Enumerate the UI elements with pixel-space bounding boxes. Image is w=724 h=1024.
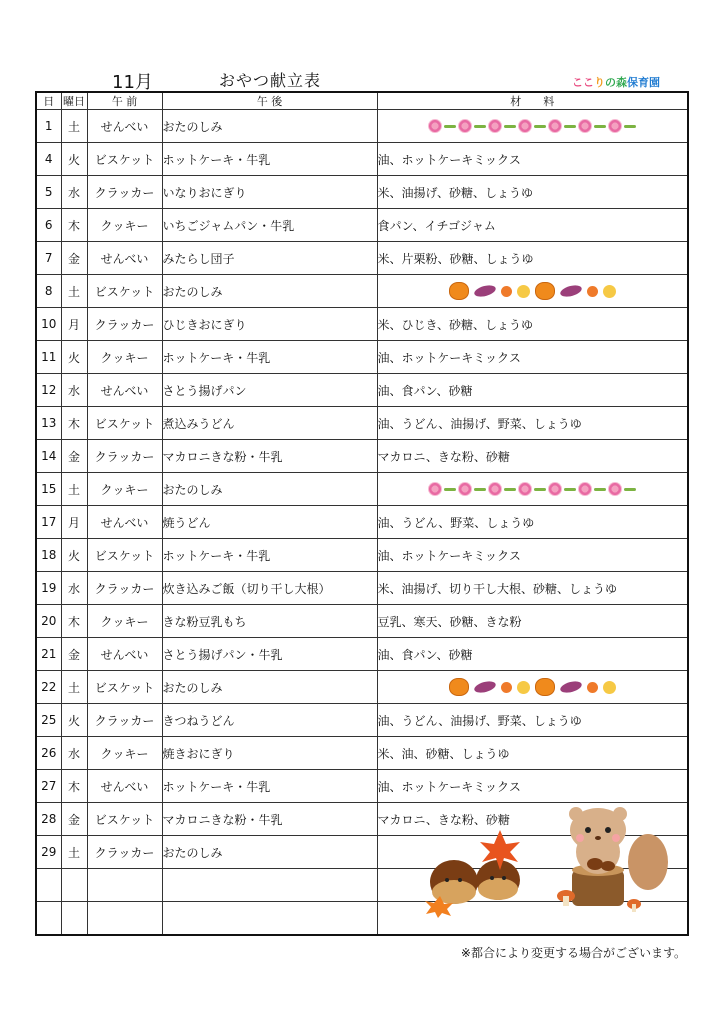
ingredients-cell: 米、油揚げ、砂糖、しょうゆ: [377, 176, 688, 209]
morning-snack-cell: クッキー: [87, 473, 162, 506]
morning-snack-cell: せんべい: [87, 110, 162, 143]
persimmon-icon: [587, 286, 598, 297]
ingredients-cell: 米、ひじき、砂糖、しょうゆ: [377, 308, 688, 341]
table-row: [36, 506, 688, 539]
afternoon-snack-cell: きな粉豆乳もち: [162, 605, 377, 638]
ingredients-cell: 食パン、イチゴジャム: [377, 209, 688, 242]
ingredients-cell: 米、油、砂糖、しょうゆ: [377, 737, 688, 770]
notice-text: ※都合により変更する場合がございます。: [460, 946, 686, 960]
logo-part-3: の森: [605, 76, 627, 89]
weekday-cell: 土: [61, 275, 87, 308]
ingredients-cell: 米、油揚げ、切り干し大根、砂糖、しょうゆ: [377, 572, 688, 605]
table-row: [36, 539, 688, 572]
table-row: [36, 572, 688, 605]
morning-snack-cell: クラッカー: [87, 572, 162, 605]
weekday-cell: 水: [61, 572, 87, 605]
morning-snack-cell: クラッカー: [87, 176, 162, 209]
morning-snack-cell: クラッカー: [87, 440, 162, 473]
day-cell: 19: [36, 572, 61, 605]
flower-decoration-cell: [377, 110, 688, 143]
table-row: [36, 605, 688, 638]
weekday-cell: 金: [61, 242, 87, 275]
flower-icon: [578, 482, 592, 496]
morning-snack-cell: クッキー: [87, 737, 162, 770]
day-cell: 4: [36, 143, 61, 176]
weekday-cell: 土: [61, 836, 87, 869]
table-row: [36, 374, 688, 407]
fruit-decoration-cell: [377, 275, 688, 308]
day-cell: 20: [36, 605, 61, 638]
day-cell: [36, 869, 61, 902]
afternoon-snack-cell: ひじきおにぎり: [162, 308, 377, 341]
morning-snack-cell: ビスケット: [87, 407, 162, 440]
table-header-row: [36, 92, 688, 110]
table-row: [36, 308, 688, 341]
afternoon-snack-cell: いちごジャムパン・牛乳: [162, 209, 377, 242]
morning-snack-cell: せんべい: [87, 374, 162, 407]
ingredients-cell: 豆乳、寒天、砂糖、きな粉: [377, 605, 688, 638]
afternoon-snack-cell: ホットケーキ・牛乳: [162, 341, 377, 374]
day-cell: 26: [36, 737, 61, 770]
weekday-cell: 土: [61, 110, 87, 143]
afternoon-snack-cell: みたらし団子: [162, 242, 377, 275]
flower-decoration-cell: [377, 473, 688, 506]
flower-icon: [608, 482, 622, 496]
ingredients-cell: マカロニ、きな粉、砂糖: [377, 440, 688, 473]
day-cell: 7: [36, 242, 61, 275]
apple-icon: [603, 681, 616, 694]
weekday-cell: 水: [61, 737, 87, 770]
morning-snack-cell: ビスケット: [87, 275, 162, 308]
flower-icon: [548, 119, 562, 133]
afternoon-snack-cell: おたのしみ: [162, 473, 377, 506]
morning-snack-cell: クラッカー: [87, 704, 162, 737]
day-cell: [36, 902, 61, 936]
table-row: [36, 341, 688, 374]
afternoon-snack-cell: いなりおにぎり: [162, 176, 377, 209]
page-title: おやつ献立表: [219, 71, 322, 90]
logo-part-2: り: [594, 76, 605, 89]
leaf-icon: [444, 125, 456, 128]
weekday-cell: [61, 902, 87, 936]
afternoon-snack-cell: おたのしみ: [162, 671, 377, 704]
autumn-illustration: [420, 800, 676, 918]
afternoon-snack-cell: 炊き込みご飯（切り干し大根）: [162, 572, 377, 605]
afternoon-snack-cell: ホットケーキ・牛乳: [162, 143, 377, 176]
weekday-cell: 金: [61, 440, 87, 473]
leaf-icon: [474, 488, 486, 491]
col-header-pm: 午 後: [162, 92, 377, 110]
morning-snack-cell: クッキー: [87, 209, 162, 242]
fruit-decoration-cell: [377, 671, 688, 704]
table-row: [36, 737, 688, 770]
col-header-ingredients: 材 料: [377, 92, 688, 110]
chestnut-icon: [430, 860, 478, 904]
nursery-logo: [572, 74, 660, 90]
table-row: [36, 407, 688, 440]
apple-icon: [603, 285, 616, 298]
leaf-icon: [594, 488, 606, 491]
sweet-potato-icon: [473, 679, 497, 694]
weekday-cell: [61, 869, 87, 902]
flower-icon: [458, 119, 472, 133]
morning-snack-cell: せんべい: [87, 638, 162, 671]
day-cell: 28: [36, 803, 61, 836]
day-cell: 17: [36, 506, 61, 539]
col-header-am: 午 前: [87, 92, 162, 110]
col-header-day: 日: [36, 92, 61, 110]
weekday-cell: 火: [61, 539, 87, 572]
ingredients-cell: 油、食パン、砂糖: [377, 638, 688, 671]
month-label: 11月: [112, 72, 153, 93]
day-cell: 11: [36, 341, 61, 374]
autumn-fruit-row-icon: [378, 275, 688, 307]
weekday-cell: 木: [61, 605, 87, 638]
morning-snack-cell: ビスケット: [87, 803, 162, 836]
pumpkin-icon: [449, 282, 469, 300]
morning-snack-cell: せんべい: [87, 506, 162, 539]
sweet-potato-icon: [559, 679, 583, 694]
morning-snack-cell: せんべい: [87, 770, 162, 803]
flower-icon: [608, 119, 622, 133]
leaf-icon: [474, 125, 486, 128]
afternoon-snack-cell: 焼うどん: [162, 506, 377, 539]
leaf-icon: [594, 125, 606, 128]
pumpkin-icon: [535, 282, 555, 300]
ingredients-cell: 油、うどん、油揚げ、野菜、しょうゆ: [377, 704, 688, 737]
pumpkin-icon: [535, 678, 555, 696]
flower-garland-icon: [378, 473, 688, 505]
morning-snack-cell: クラッカー: [87, 308, 162, 341]
sweet-potato-icon: [559, 283, 583, 298]
flower-icon: [428, 482, 442, 496]
weekday-cell: 水: [61, 374, 87, 407]
pumpkin-icon: [449, 678, 469, 696]
day-cell: 27: [36, 770, 61, 803]
weekday-cell: 木: [61, 770, 87, 803]
afternoon-snack-cell: ホットケーキ・牛乳: [162, 539, 377, 572]
table-row: [36, 704, 688, 737]
leaf-icon: [534, 488, 546, 491]
title-row: [36, 66, 688, 92]
day-cell: 18: [36, 539, 61, 572]
morning-snack-cell: ビスケット: [87, 143, 162, 176]
weekday-cell: 土: [61, 671, 87, 704]
table-row: [36, 110, 688, 143]
flower-icon: [518, 119, 532, 133]
leaf-icon: [444, 488, 456, 491]
afternoon-snack-cell: おたのしみ: [162, 110, 377, 143]
chestnut-icon: [476, 860, 520, 900]
leaf-icon: [624, 488, 636, 491]
leaf-icon: [504, 125, 516, 128]
morning-snack-cell: [87, 902, 162, 936]
flower-icon: [518, 482, 532, 496]
weekday-cell: 火: [61, 341, 87, 374]
ingredients-cell: 油、ホットケーキミックス: [377, 539, 688, 572]
afternoon-snack-cell: おたのしみ: [162, 836, 377, 869]
afternoon-snack-cell: マカロニきな粉・牛乳: [162, 803, 377, 836]
weekday-cell: 火: [61, 143, 87, 176]
ingredients-cell: 油、ホットケーキミックス: [377, 770, 688, 803]
table-row: [36, 143, 688, 176]
morning-snack-cell: クラッカー: [87, 836, 162, 869]
weekday-cell: 月: [61, 308, 87, 341]
day-cell: 29: [36, 836, 61, 869]
afternoon-snack-cell: おたのしみ: [162, 275, 377, 308]
table-row: [36, 242, 688, 275]
day-cell: 14: [36, 440, 61, 473]
table-row: [36, 176, 688, 209]
day-cell: 6: [36, 209, 61, 242]
squirrel-icon: [569, 807, 668, 906]
col-header-dow: 曜日: [61, 92, 87, 110]
leaf-icon: [564, 488, 576, 491]
afternoon-snack-cell: [162, 902, 377, 936]
flower-icon: [428, 119, 442, 133]
ingredients-cell: 油、うどん、油揚げ、野菜、しょうゆ: [377, 407, 688, 440]
apple-icon: [517, 285, 530, 298]
afternoon-snack-cell: 焼きおにぎり: [162, 737, 377, 770]
logo-part-1: ここ: [572, 76, 594, 89]
day-cell: 12: [36, 374, 61, 407]
ingredients-cell: 油、うどん、野菜、しょうゆ: [377, 506, 688, 539]
table-row: [36, 671, 688, 704]
weekday-cell: 金: [61, 803, 87, 836]
leaf-icon: [504, 488, 516, 491]
flower-icon: [578, 119, 592, 133]
table-row: [36, 770, 688, 803]
day-cell: 21: [36, 638, 61, 671]
morning-snack-cell: クッキー: [87, 341, 162, 374]
leaf-icon: [534, 125, 546, 128]
table-row: [36, 473, 688, 506]
autumn-fruit-row-icon: [378, 671, 688, 703]
morning-snack-cell: [87, 869, 162, 902]
morning-snack-cell: ビスケット: [87, 539, 162, 572]
afternoon-snack-cell: [162, 869, 377, 902]
flower-icon: [458, 482, 472, 496]
day-cell: 25: [36, 704, 61, 737]
weekday-cell: 土: [61, 473, 87, 506]
afternoon-snack-cell: マカロニきな粉・牛乳: [162, 440, 377, 473]
flower-icon: [548, 482, 562, 496]
weekday-cell: 木: [61, 407, 87, 440]
ingredients-cell: 油、ホットケーキミックス: [377, 143, 688, 176]
afternoon-snack-cell: ホットケーキ・牛乳: [162, 770, 377, 803]
leaf-icon: [624, 125, 636, 128]
table-row: [36, 275, 688, 308]
day-cell: 8: [36, 275, 61, 308]
day-cell: 1: [36, 110, 61, 143]
logo-part-4: 保育園: [627, 76, 660, 89]
day-cell: 10: [36, 308, 61, 341]
weekday-cell: 金: [61, 638, 87, 671]
day-cell: 13: [36, 407, 61, 440]
afternoon-snack-cell: きつねうどん: [162, 704, 377, 737]
flower-icon: [488, 119, 502, 133]
flower-garland-icon: [378, 110, 688, 142]
ingredients-cell: 米、片栗粉、砂糖、しょうゆ: [377, 242, 688, 275]
weekday-cell: 木: [61, 209, 87, 242]
table-row: [36, 440, 688, 473]
day-cell: 22: [36, 671, 61, 704]
day-cell: 5: [36, 176, 61, 209]
table-row: [36, 638, 688, 671]
day-cell: 15: [36, 473, 61, 506]
sweet-potato-icon: [473, 283, 497, 298]
ingredients-cell: マカロニ、きな粉、砂糖: [377, 803, 688, 836]
apple-icon: [517, 681, 530, 694]
morning-snack-cell: ビスケット: [87, 671, 162, 704]
afternoon-snack-cell: さとう揚げパン・牛乳: [162, 638, 377, 671]
afternoon-snack-cell: 煮込みうどん: [162, 407, 377, 440]
persimmon-icon: [501, 286, 512, 297]
leaf-icon: [564, 125, 576, 128]
weekday-cell: 月: [61, 506, 87, 539]
morning-snack-cell: クッキー: [87, 605, 162, 638]
persimmon-icon: [501, 682, 512, 693]
ingredients-cell: 油、食パン、砂糖: [377, 374, 688, 407]
afternoon-snack-cell: さとう揚げパン: [162, 374, 377, 407]
flower-icon: [488, 482, 502, 496]
persimmon-icon: [587, 682, 598, 693]
weekday-cell: 水: [61, 176, 87, 209]
ingredients-cell: 油、ホットケーキミックス: [377, 341, 688, 374]
weekday-cell: 火: [61, 704, 87, 737]
morning-snack-cell: せんべい: [87, 242, 162, 275]
table-row: [36, 209, 688, 242]
